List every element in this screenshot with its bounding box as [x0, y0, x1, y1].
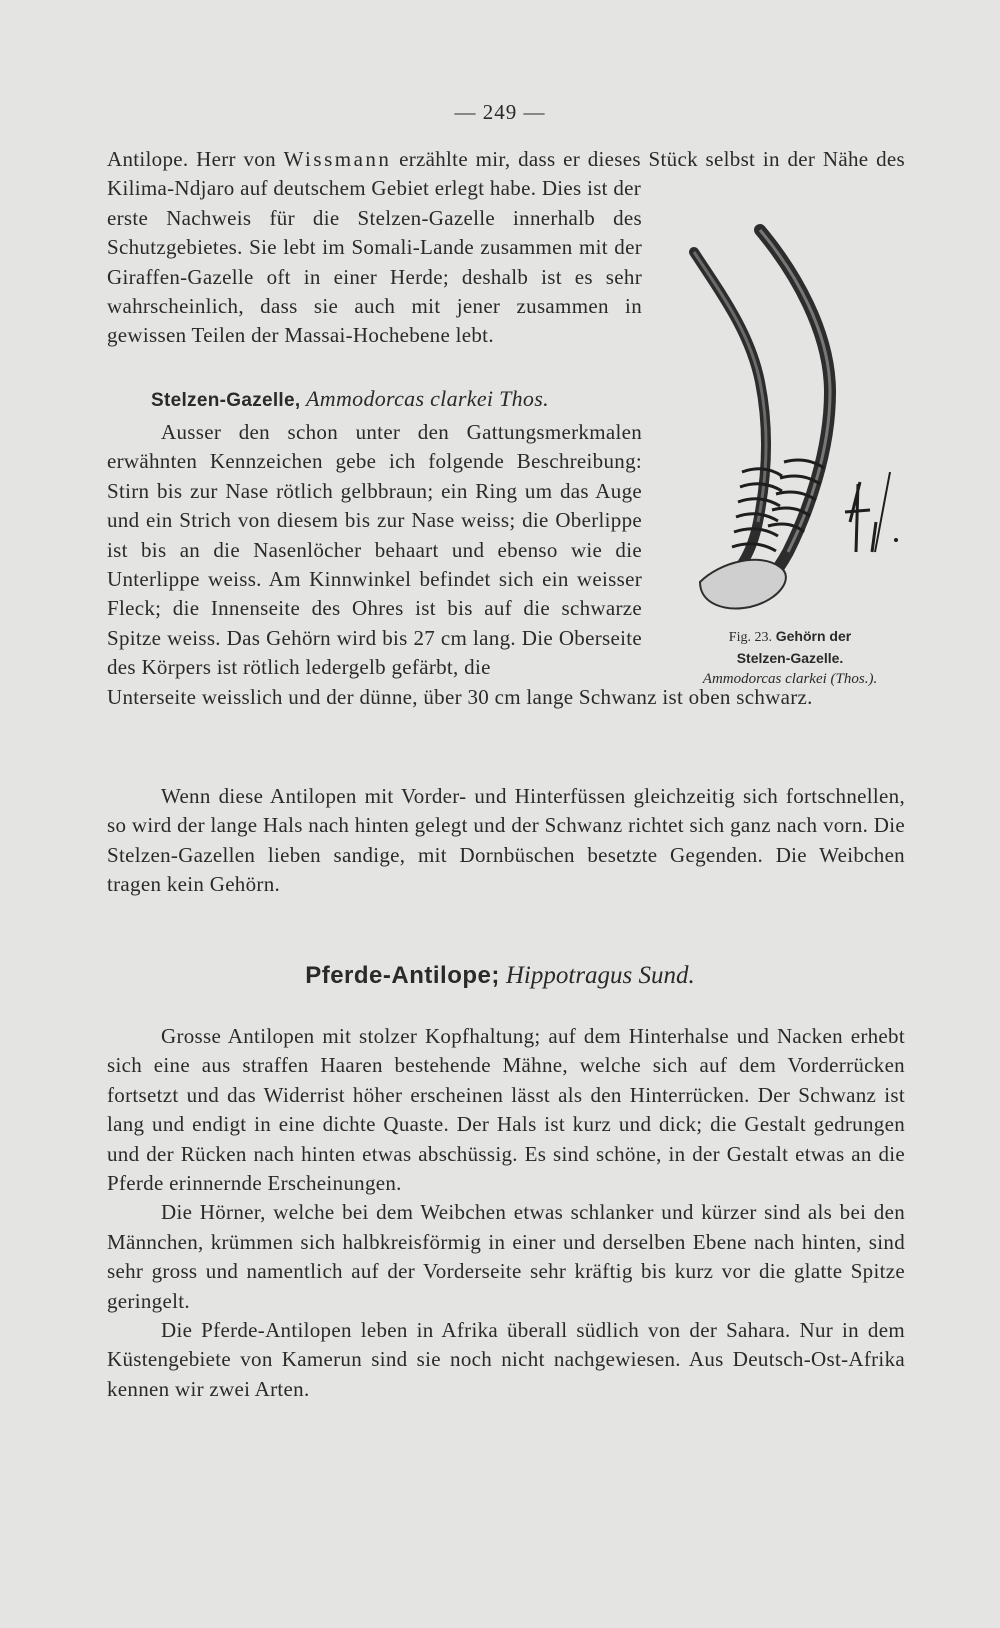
- paragraph-1-wide: [107, 145, 905, 204]
- figure-caption: [660, 626, 920, 690]
- section-latin-1: Ammodorcas clarkei Thos.: [306, 386, 549, 411]
- section-title-1: Stelzen-Gazelle,: [151, 390, 301, 411]
- paragraph-4: [107, 1022, 905, 1404]
- page-number: — 249 —: [454, 100, 546, 124]
- paragraph-1-narrow: erste Nachweis für die Stelzen-Gazelle innerhalb des Schutzgebietes. Sie lebt im Somali-Lande zusammen mit der Giraffen-Gazelle oft in einer Herde; deshalb ist es sehr wahrscheinlich, dass sie auch mit jener zusammen in gewissen Teilen der Massai-Hochebene lebt.: [107, 205, 642, 348]
- figure-number: Fig. 23.: [728, 630, 772, 645]
- paragraph-2-narrow: Ausser den schon unter den Gattungsmerkmalen erwähnten Kennzeichen gebe ich folgende Beschreibung: Stirn bis zur Nase rötlich gelbbraun; ein Ring um das Auge und ein Strich von diesem bis zur Nase weiss; die Oberlippe ist bis an die Nasenlöcher behaart und ebenso wie die Unterlippe weiss. Am Kinnwinkel befindet sich ein weisser Fleck; die Innenseite des Ohres ist bis auf die schwarze Spitze weiss. Das Gehörn wird bis 27 cm lang. Die Oberseite des Körpers ist rötlich ledergelb gefärbt, die: [107, 420, 642, 680]
- section-heading-2: [0, 962, 1000, 990]
- paragraph-1-text-a: Antilope. Herr von: [107, 147, 284, 171]
- figure-title-2: Stelzen-Gazelle.: [736, 650, 844, 666]
- figure-latin: Ammodorcas clarkei (Thos.).: [702, 671, 878, 687]
- paragraph-4-text: Grosse Antilopen mit stolzer Kopfhaltung; auf dem Hinterhalse und Nacken erhebt sich eine aus straffen Haaren bestehende Mähne, welche sich auf dem Vorderrücken fortsetzt und das Widerrist höher erscheinen lässt als den Hinterrücken. Der Schwanz ist lang und endigt in eine dichte Quaste. Der Hals ist kurz und dick; die Gestalt gedrungen und der Rücken nach hinten etwas abschüssig. Es sind schöne, in der Gestalt etwas an die Pferde erinnernde Erscheinungen.: [107, 1024, 905, 1196]
- paragraph-3: [107, 782, 905, 900]
- paragraph-6-text: Die Pferde-Antilopen leben in Afrika überall südlich von der Sahara. Nur in dem Küstengebiete von Kamerun sind sie noch nicht nachgewiesen. Aus Deutsch-Ost-Afrika kennen wir zwei Arten.: [107, 1318, 905, 1401]
- figure-title: Gehörn der: [775, 628, 852, 644]
- paragraph-1-text-b: erzählte mir, dass er dieses Stück selbst in der Nähe des Kilima-Ndjaro auf deutschem Gebiet erlegt habe. Dies ist der: [107, 147, 905, 201]
- section-title-2: Pferde-Antilope;: [305, 962, 500, 989]
- horn-illustration: [680, 222, 920, 622]
- person-name: Wissmann: [283, 147, 392, 171]
- paragraph-3-text: Wenn diese Antilopen mit Vorder- und Hinterfüssen gleichzeitig sich fortschnellen, so wird der lange Hals nach hinten gelegt und der Schwanz richtet sich ganz nach vorn. Die Stelzen-Gazellen lieben sandige, mit Dornbüschen besetzte Gegenden. Die Weibchen tragen kein Gehörn.: [107, 784, 905, 897]
- paragraph-2-wide: Unterseite weisslich und der dünne, über 30 cm lange Schwanz ist oben schwarz.: [107, 684, 813, 709]
- paragraph-5-text: Die Hörner, welche bei dem Weibchen etwas schlanker und kürzer sind als bei den Männchen, krümmen sich halbkreisförmig in einer und derselben Ebene nach hinten, sind sehr gross und namentlich auf der Vorderseite sehr kräftig bis kurz vor die glatte Spitze geringelt.: [107, 1200, 905, 1313]
- figure-horns: [680, 222, 920, 642]
- section-latin-2: Hippotragus Sund.: [505, 962, 695, 989]
